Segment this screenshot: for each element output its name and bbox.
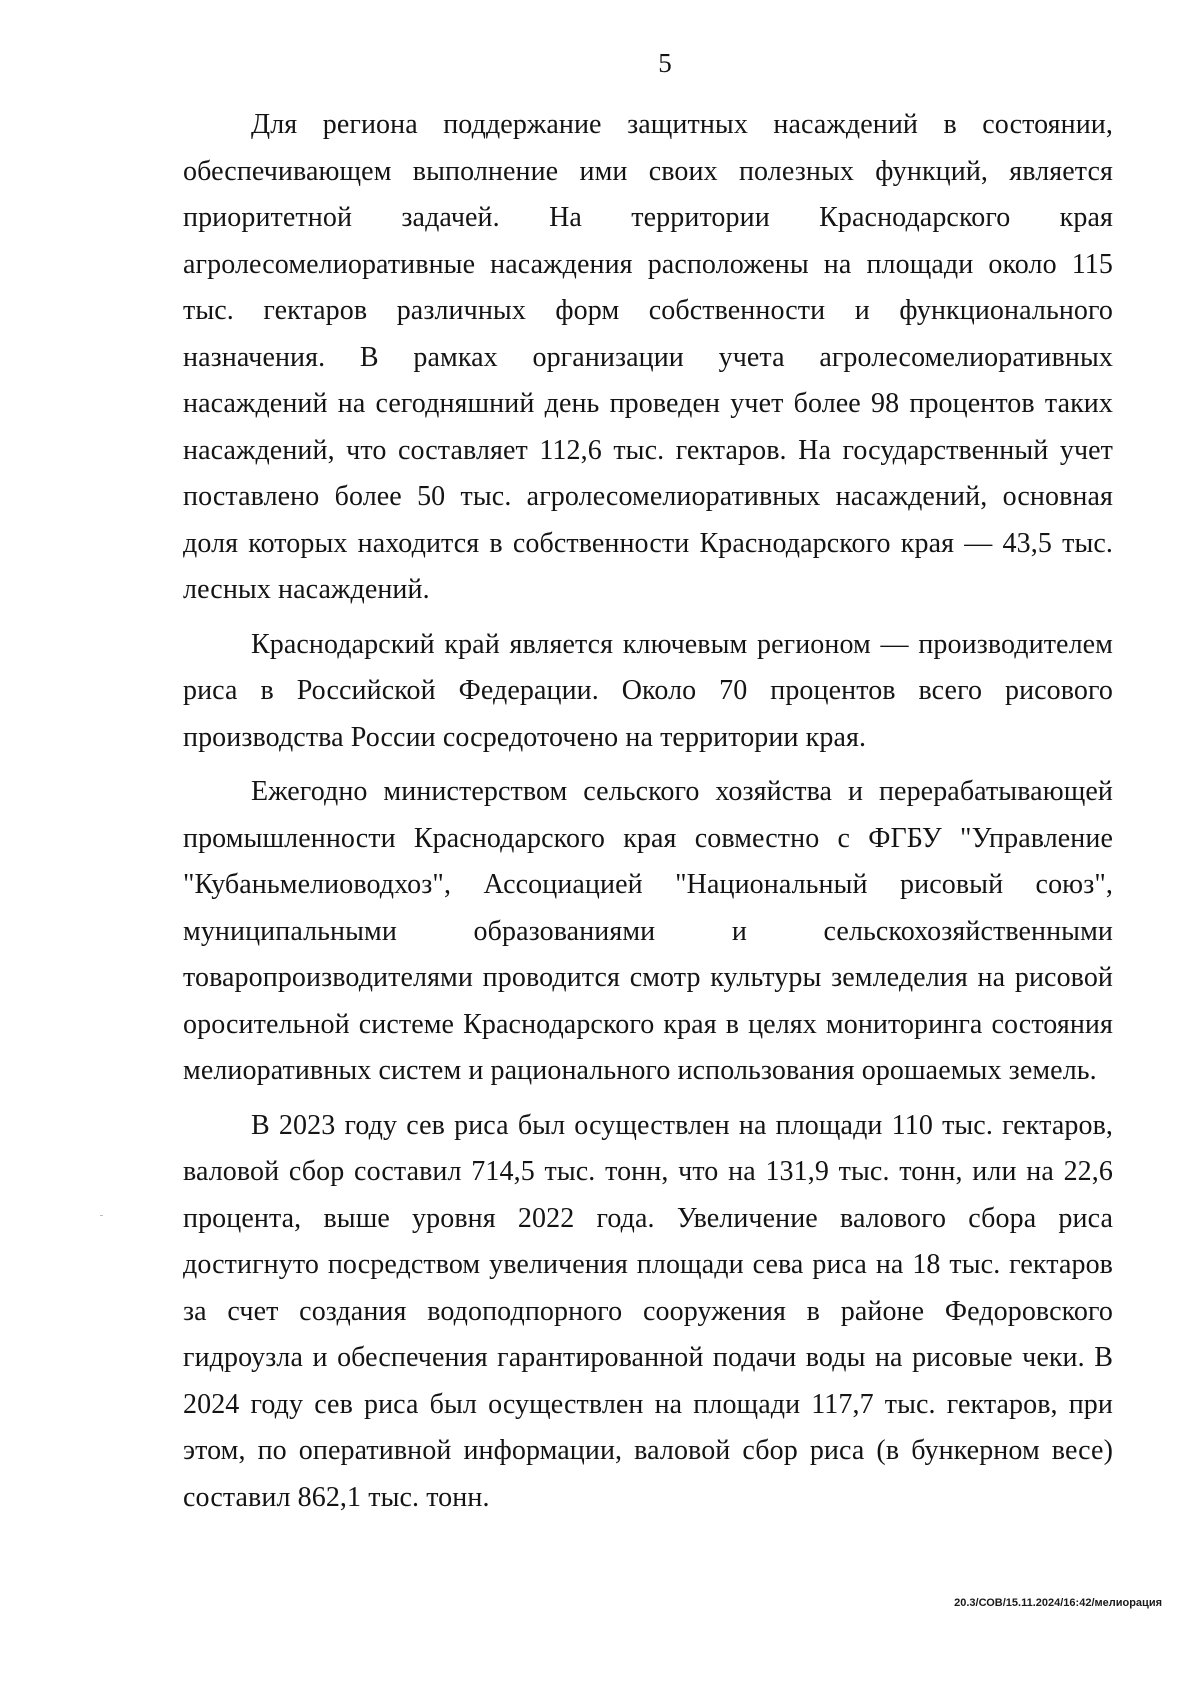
paragraph-rice-region: Краснодарский край является ключевым регионом — производителем риса в Российской Федерации. Около 70 процентов всего рисового производства России сосредоточено на территории края. (183, 628, 1113, 753)
paragraph-protective-plantings: Для региона поддержание защитных насаждений в состоянии, обеспечивающем выполнение ими своих полезных функций, является приоритетной задачей. На территории Краснодарского края агролесомелиоративные насаждения расположены на площади около 115 тыс. гектаров различных форм собственности и функционального назначения. В рамках организации учета агролесомелиоративных насаждений на сегодняшний день проведен учет более 98 процентов таких насаждений, что составляет 112,6 тыс. гектаров. На государственный учет поставлено более 50 тыс. агролесомелиоративных насаждений, основная доля которых находится в собственности Краснодарского края — 43,5 тыс. лесных насаждений. (183, 109, 1113, 605)
document-registration-code: 20.3/СОВ/15.11.2024/16:42/мелиорация (954, 1597, 1162, 1609)
paragraph-rice-harvest: В 2023 году сев риса был осуществлен на площади 110 тыс. гектаров, валовой сбор составил 714,5 тыс. тонн, что на 131,9 тыс. тонн, или на 22,6 процента, выше уровня 2022 года. Увеличение валового сбора риса достигнуто посредством увеличения площади сева риса на 18 тыс. гектаров за счет создания водоподпорного сооружения в районе Федоровского гидроузла и обеспечения гарантированной подачи воды на рисовые чеки. В 2024 году сев риса был осуществлен на площади 117,7 тыс. гектаров, при этом, по оперативной информации, валовой сбор риса (в бункерном весе) составил 862,1 тыс. тонн. (183, 1109, 1113, 1513)
page-number: 5 (658, 48, 672, 78)
scan-speck (100, 1215, 103, 1216)
paragraph-farming-review: Ежегодно министерством сельского хозяйства и перерабатывающей промышленности Краснодарского края совместно с ФГБУ "Управление "Кубаньмелиоводхоз", Ассоциацией "Национальный рисовый союз", муниципальными образованиями и сельскохозяйственными товаропроизводителями проводится смотр культуры земледелия на рисовой оросительной системе Краснодарского края в целях мониторинга состояния мелиоративных систем и рационального использования орошаемых земель. (183, 776, 1113, 1086)
document-body (183, 102, 1113, 1529)
